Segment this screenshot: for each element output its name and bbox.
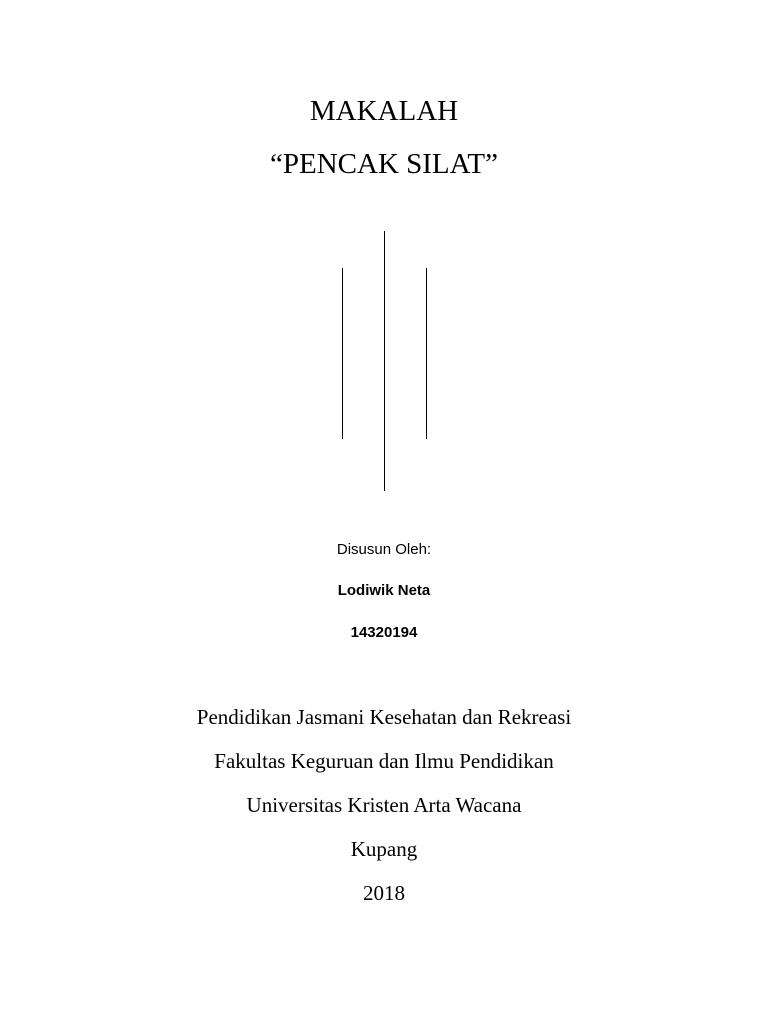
document-subtitle: “PENCAK SILAT” <box>270 148 498 180</box>
faculty-name: Fakultas Keguruan dan Ilmu Pendidikan <box>214 749 554 773</box>
decorative-line-right <box>426 268 427 439</box>
city-name: Kupang <box>350 837 418 861</box>
study-program: Pendidikan Jasmani Kesehatan dan Rekreasi <box>196 705 572 729</box>
decorative-line-left <box>342 268 343 439</box>
university-name: Universitas Kristen Arta Wacana <box>246 793 522 817</box>
student-id: 14320194 <box>350 624 418 641</box>
decorative-line-center <box>384 231 385 491</box>
document-title: MAKALAH <box>309 95 459 127</box>
author-name: Lodiwik Neta <box>337 582 431 599</box>
document-year: 2018 <box>363 881 405 905</box>
author-label: Disusun Oleh: <box>336 541 432 558</box>
